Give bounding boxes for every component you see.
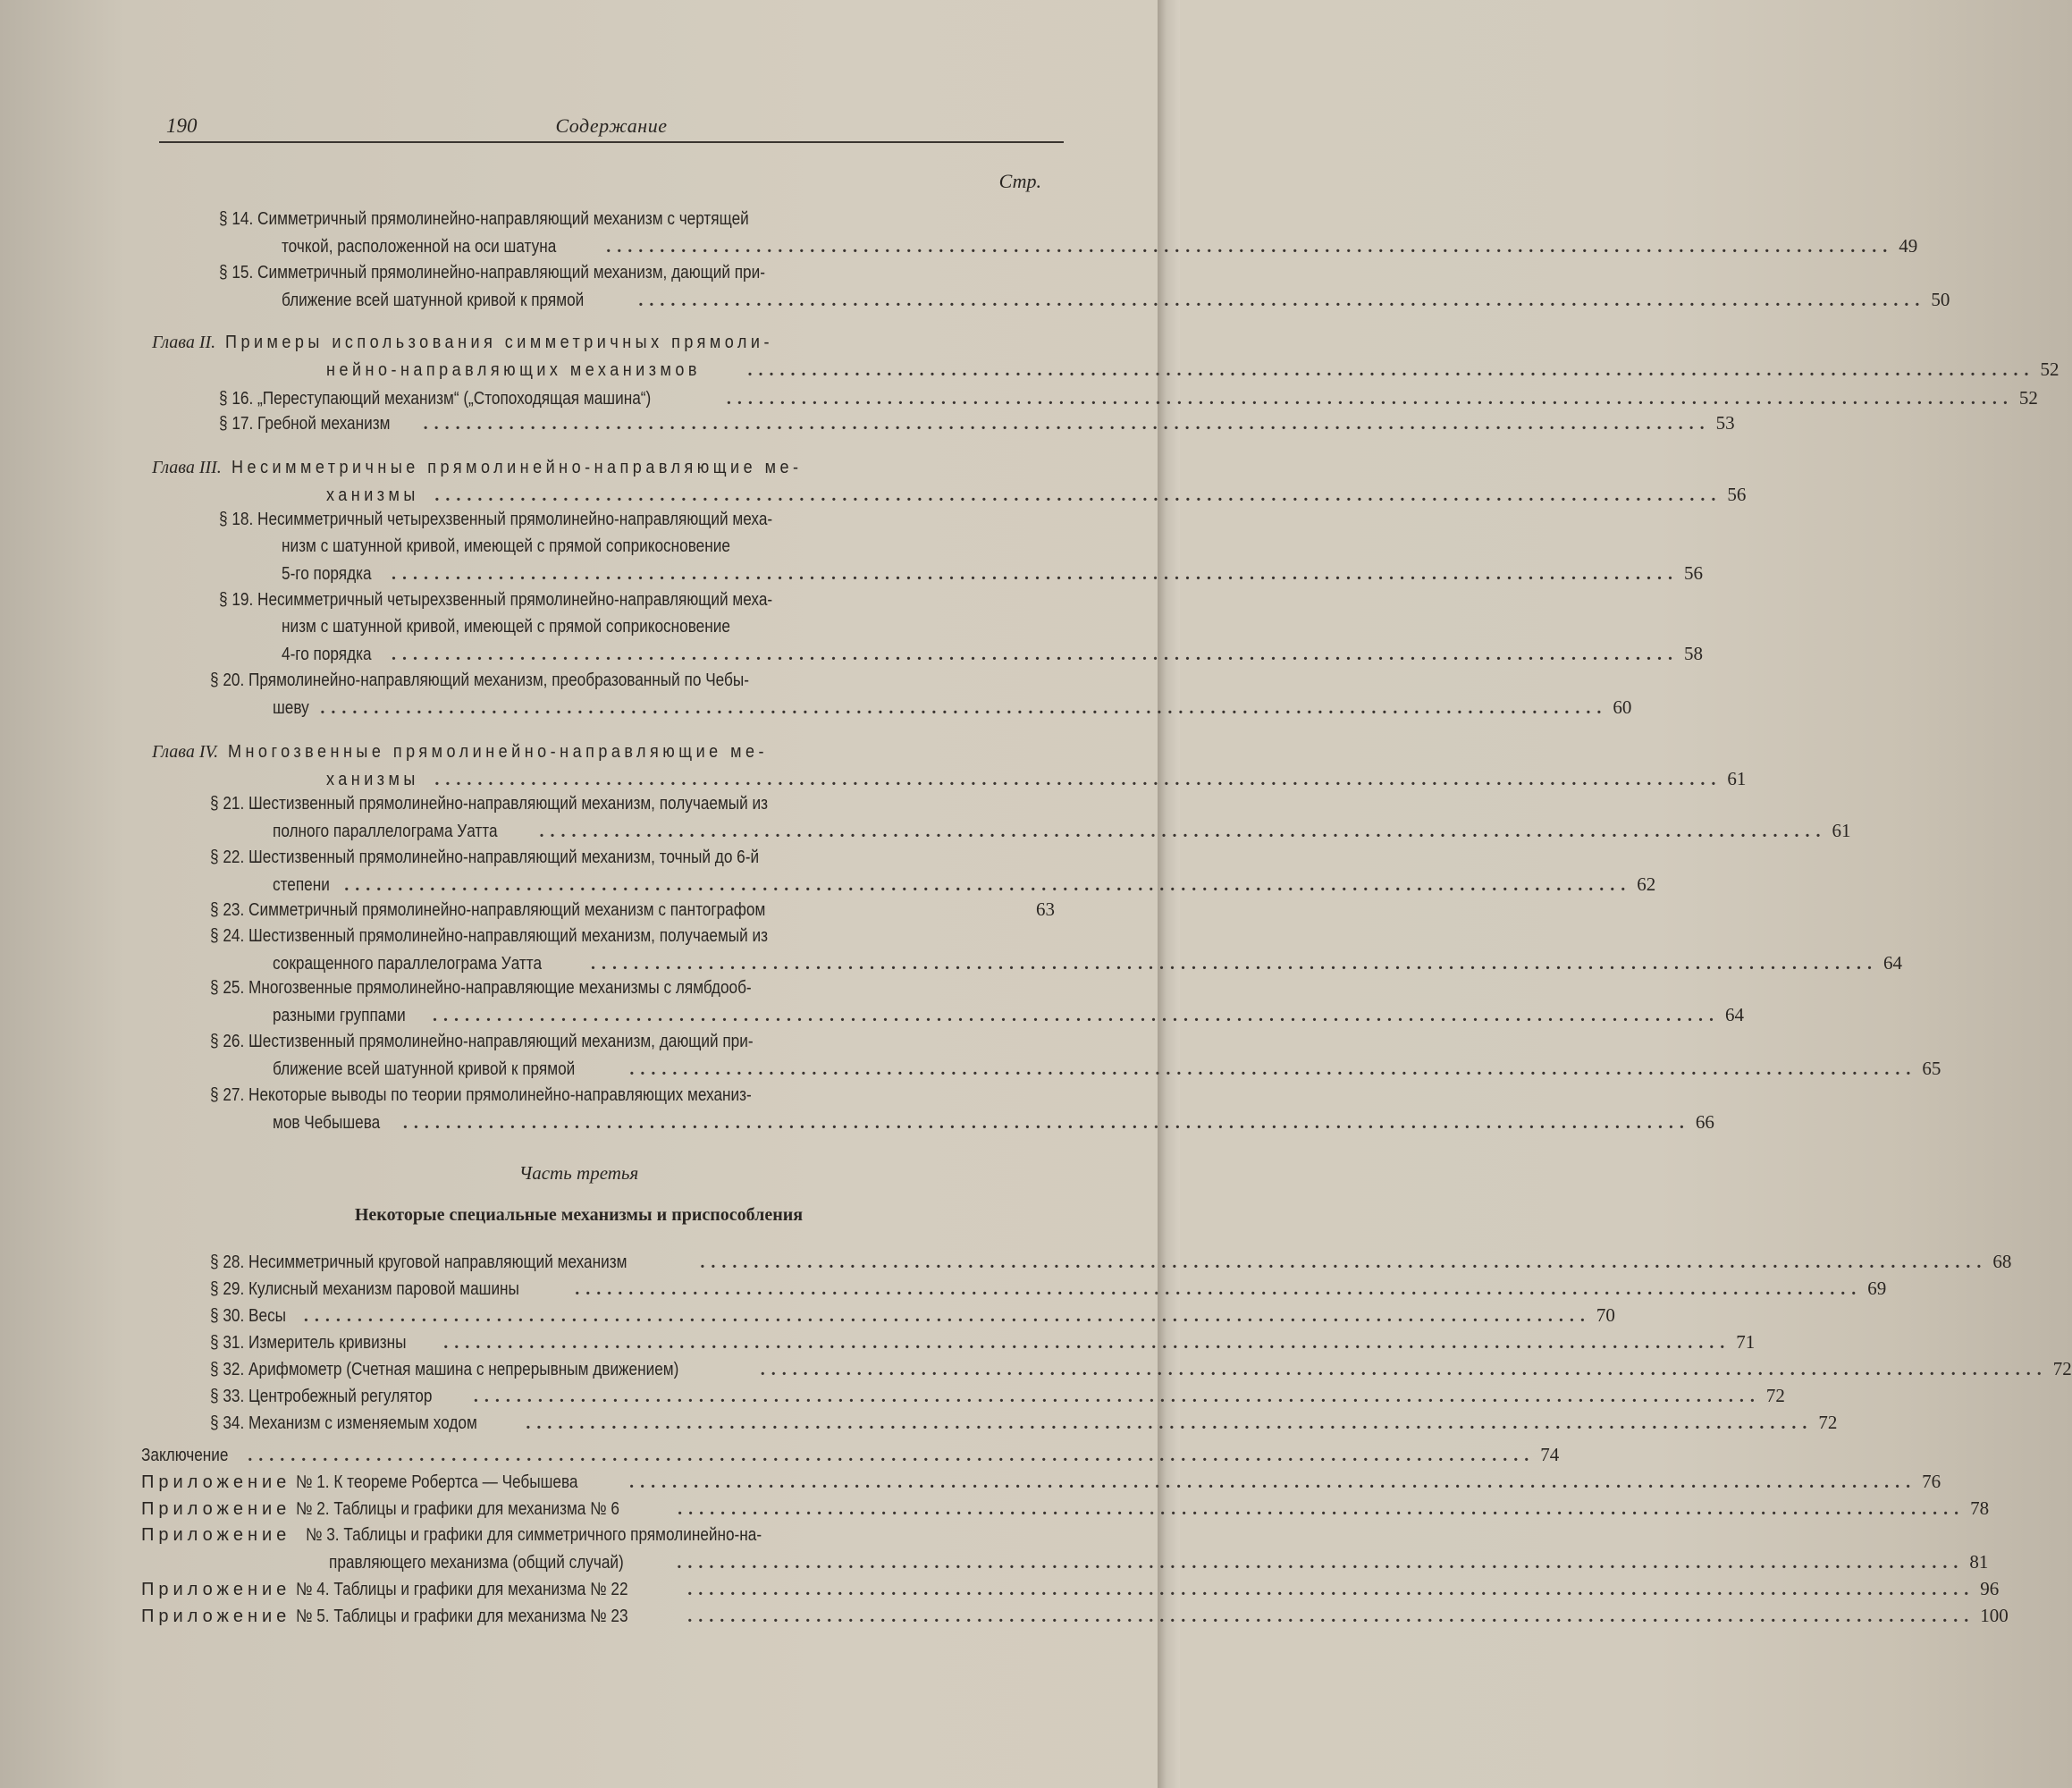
toc-line [219, 286, 1950, 313]
toc-text: § 17. Гребной механизм [219, 414, 391, 434]
toc-text: § 26. Шестизвенный прямолинейно-направляющий механизм, дающий при- [210, 1032, 754, 1051]
toc-page-number: 76 [1922, 1471, 1941, 1492]
toc-text: § 25. Многозвенные прямолинейно-направляющие механизмы с лямбдооб- [210, 978, 752, 998]
toc-page-number: 61 [1832, 820, 1851, 841]
toc-entry [210, 1302, 1615, 1328]
toc-page-number: 53 [1715, 412, 1735, 434]
toc-line [210, 1328, 1756, 1355]
toc-text: § 27. Некоторые выводы по теории прямолинейно-направляющих механиз- [210, 1085, 752, 1105]
dot-leader: ........................................................................................................................ [760, 1360, 2048, 1379]
dot-leader: ........................................................................................................................ [473, 1387, 1761, 1406]
page-column-header: Стр. [998, 170, 1041, 192]
toc-entry [219, 506, 1703, 586]
dot-leader: ........................................................................................................................ [433, 1006, 1720, 1025]
toc-text: шеву [273, 698, 309, 718]
dot-leader: ........................................................................................................................ [629, 1472, 1917, 1492]
toc-text: ближение всей шатунной кривой к прямой [282, 291, 585, 310]
dot-leader: ........................................................................................................................ [747, 360, 2035, 380]
toc-entry [210, 1382, 1785, 1409]
toc-text: § 33. Центробежный регулятор [210, 1387, 433, 1406]
toc-label: Глава II. [152, 333, 221, 352]
dot-leader: ........................................................................................................................ [526, 1413, 1814, 1433]
toc-text: § 18. Несимметричный четырехзвенный прямолинейно-направляющий меха- [219, 510, 773, 529]
toc-page-number: 68 [1992, 1251, 2012, 1272]
toc-page-number: 60 [1613, 696, 1632, 718]
toc-text: § 23. Симметричный прямолинейно-направляющий механизм с пантографом [210, 900, 766, 920]
toc-text: § 30. Весы [210, 1306, 287, 1326]
dot-leader: ........................................................................................................................ [248, 1446, 1536, 1465]
toc-entry [141, 1441, 1560, 1468]
toc-text: полного параллелограма Уатта [273, 822, 498, 841]
toc-page-number: 100 [1980, 1605, 2009, 1626]
toc-text: § 21. Шестизвенный прямолинейно-направляющий механизм, получаемый из [210, 794, 769, 814]
toc-line [210, 1409, 1838, 1436]
toc-entry [141, 1575, 2000, 1602]
toc-label: Приложение [141, 1525, 300, 1545]
toc-text: правляющего механизма (общий случай) [329, 1553, 624, 1573]
toc-label: Приложение [141, 1607, 291, 1626]
dot-leader: ........................................................................................................................ [678, 1499, 1966, 1519]
dot-leader: ........................................................................................................................ [434, 770, 1722, 789]
toc-text: § 14. Симметричный прямолинейно-направляющий механизм с чертящей [219, 209, 749, 229]
dot-leader: ........................................................................................................................ [303, 1306, 1591, 1326]
toc-line [210, 1248, 2012, 1275]
toc-page-number: 62 [1637, 873, 1656, 895]
toc-entry [141, 1602, 2009, 1629]
toc-line [210, 817, 1851, 844]
toc-text: точкой, расположенной на оси шатуна [282, 237, 557, 257]
toc-page-number: 64 [1725, 1004, 1744, 1025]
dot-leader: ........................................................................................................................ [677, 1553, 1965, 1573]
dot-leader: ........................................................................................................................ [687, 1580, 1975, 1599]
toc-text: 5-го порядка [282, 564, 372, 584]
toc-chapter [152, 738, 1747, 792]
toc-text: § 29. Кулисный механизм паровой машины [210, 1279, 519, 1299]
toc-line [219, 533, 1055, 560]
toc-line [152, 454, 1055, 481]
toc-page-number: 56 [1683, 562, 1703, 584]
toc-line [219, 506, 1055, 533]
toc-line [141, 1602, 2009, 1629]
toc-line [219, 384, 2038, 411]
toc-line [210, 1382, 1785, 1409]
toc-entry [219, 409, 1735, 436]
dot-leader: ........................................................................................................................ [423, 414, 1711, 434]
toc-text: § 16. „Переступающий механизм“ („Стопоходящая машина“) [219, 389, 652, 409]
toc-text: § 34. Механизм с изменяемым ходом [210, 1413, 477, 1433]
toc-line [210, 1275, 1887, 1302]
toc-line [152, 329, 1055, 356]
toc-line [141, 1468, 1941, 1495]
toc-line [210, 923, 1055, 949]
toc-line [152, 356, 2059, 383]
toc-line [219, 640, 1703, 667]
toc-line [219, 232, 1918, 259]
toc-line [219, 613, 1055, 640]
toc-text: § 19. Несимметричный четырехзвенный прямолинейно-направляющий меха- [219, 590, 773, 610]
toc-line [210, 1055, 1941, 1082]
toc-page-number: 50 [1931, 289, 1950, 310]
toc-entry [210, 923, 1903, 976]
toc-line [210, 667, 1055, 694]
toc-line [210, 844, 1055, 871]
toc-page-number: 81 [1969, 1551, 1989, 1573]
toc-page-number: 78 [1970, 1497, 1990, 1519]
toc-text: 4-го порядка [282, 645, 372, 664]
toc-text: № 3. Таблицы и графики для симметричного прямолинейно-на- [305, 1525, 762, 1545]
toc-entry [210, 1082, 1714, 1135]
toc-page-number: 70 [1596, 1304, 1615, 1326]
dot-leader: ........................................................................................................................ [539, 822, 1827, 841]
toc-entry [210, 1355, 2072, 1382]
toc-label: Глава III. [152, 458, 226, 477]
toc-entry [219, 586, 1703, 667]
toc-page-number: 49 [1899, 235, 1918, 257]
toc-text: ханизмы [326, 770, 419, 789]
toc-chapter [152, 454, 1747, 508]
toc-entry [219, 206, 1918, 259]
toc-text: мов Чебышева [273, 1113, 381, 1133]
toc-entry [210, 974, 1744, 1028]
toc-page-number: 52 [2018, 387, 2038, 409]
toc-line [210, 896, 1055, 923]
toc-chapter [152, 329, 2059, 383]
toc-line [210, 1001, 1744, 1028]
toc-page-number: 66 [1695, 1111, 1714, 1133]
toc-page-number: 56 [1727, 484, 1747, 505]
dot-leader: ........................................................................................................................ [434, 485, 1722, 505]
toc-text: № 2. Таблицы и графики для механизма № 6 [296, 1499, 620, 1519]
toc-page-number: 52 [2040, 358, 2059, 380]
toc-line [210, 871, 1656, 898]
part-subtitle: Некоторые специальные механизмы и приспособления [354, 1205, 804, 1225]
toc-entry [210, 790, 1851, 844]
dot-leader: ........................................................................................................................ [591, 954, 1879, 974]
toc-entry [141, 1495, 1990, 1522]
dot-leader: ........................................................................................................................ [629, 1059, 1917, 1079]
toc-text: § 28. Несимметричный круговой направляющий механизм [210, 1252, 627, 1272]
toc-page-number: 71 [1736, 1331, 1756, 1353]
toc-text: низм с шатунной кривой, имеющей с прямой соприкосновение [282, 617, 730, 637]
toc-page-number: 58 [1683, 643, 1703, 664]
toc-line [152, 765, 1747, 792]
running-head-title: Содержание [555, 114, 668, 137]
toc-text: № 1. К теореме Робертса — Чебышева [296, 1472, 578, 1492]
dot-leader: ........................................................................................................................ [320, 698, 1608, 718]
toc-line [141, 1548, 1989, 1575]
toc-line [210, 790, 1055, 817]
toc-entry [210, 1328, 1756, 1355]
toc-entry [210, 896, 1055, 923]
page-number: 190 [166, 114, 198, 137]
toc-text: Многозвенные прямолинейно-направляющие ме- [228, 742, 769, 762]
dot-leader: ........................................................................................................................ [575, 1279, 1863, 1299]
toc-text: Примеры использования симметричных прямоли- [225, 333, 774, 352]
toc-text: Несимметричные прямолинейно-направляющие ме- [231, 458, 803, 477]
toc-page-number: 61 [1727, 768, 1747, 789]
toc-entry [210, 1248, 2012, 1275]
toc-page-number: 63 [1036, 898, 1055, 920]
toc-text: § 24. Шестизвенный прямолинейно-направляющий механизм, получаемый из [210, 926, 769, 946]
toc-line [219, 206, 1055, 232]
toc-line [210, 1109, 1714, 1135]
toc-entry [210, 1409, 1838, 1436]
toc-text: § 31. Измеритель кривизны [210, 1333, 407, 1353]
toc-line [210, 1082, 1055, 1109]
toc-line [152, 738, 1055, 765]
toc-label: Приложение [141, 1580, 291, 1599]
dot-leader: ........................................................................................................................ [391, 564, 1679, 584]
toc-text: № 5. Таблицы и графики для механизма № 23 [296, 1607, 628, 1626]
toc-page-number: 72 [2052, 1358, 2072, 1379]
toc-entry [219, 259, 1950, 313]
toc-line [141, 1441, 1560, 1468]
toc-text: сокращенного параллелограма Уатта [273, 954, 543, 974]
dot-leader: ........................................................................................................................ [443, 1333, 1731, 1353]
toc-entry [210, 844, 1656, 898]
toc-page-number: 69 [1867, 1278, 1887, 1299]
toc-line [152, 481, 1747, 508]
toc-line [219, 259, 1055, 286]
toc-entry [210, 667, 1632, 721]
toc-text: ближение всей шатунной кривой к прямой [273, 1059, 576, 1079]
toc-line [210, 694, 1632, 721]
toc-line [219, 409, 1735, 436]
toc-text: степени [273, 875, 330, 895]
toc-entry [210, 1028, 1941, 1082]
dot-leader: ........................................................................................................................ [391, 645, 1679, 664]
toc-entry [141, 1468, 1941, 1495]
toc-entry [141, 1522, 1989, 1575]
toc-label: Глава IV. [152, 742, 223, 762]
toc-line [210, 949, 1903, 976]
toc-text: § 20. Прямолинейно-направляющий механизм, преобразованный по Чебы- [210, 670, 749, 690]
toc-line [219, 560, 1703, 586]
toc-line [210, 1028, 1055, 1055]
toc-text: § 22. Шестизвенный прямолинейно-направляющий механизм, точный до 6-й [210, 848, 760, 867]
toc-entry [210, 1275, 1887, 1302]
toc-label: Приложение [141, 1499, 291, 1519]
toc-page-number: 72 [1818, 1412, 1838, 1433]
toc-text: ханизмы [326, 485, 419, 505]
toc-page-number: 72 [1765, 1385, 1785, 1406]
dot-leader: ........................................................................................................................ [638, 291, 1926, 310]
dot-leader: ........................................................................................................................ [687, 1607, 1975, 1626]
toc-text: разными группами [273, 1006, 406, 1025]
toc-line [141, 1575, 2000, 1602]
toc-line [141, 1495, 1990, 1522]
toc-text: нейно-направляющих механизмов [326, 360, 701, 380]
toc-label: Приложение [141, 1472, 291, 1492]
dot-leader: ........................................................................................................................ [344, 875, 1632, 895]
toc-line [210, 974, 1055, 1001]
toc-text: низм с шатунной кривой, имеющей с прямой соприкосновение [282, 536, 730, 556]
toc-page-number: 96 [1980, 1578, 2000, 1599]
running-head [159, 105, 1064, 143]
toc-line [141, 1522, 1055, 1548]
toc-line [219, 586, 1055, 613]
dot-leader: ........................................................................................................................ [700, 1252, 1988, 1272]
toc-page-number: 74 [1540, 1444, 1560, 1465]
dot-leader: ........................................................................................................................ [726, 389, 2014, 409]
toc-text: § 32. Арифмометр (Счетная машина с непрерывным движением) [210, 1360, 679, 1379]
toc-text: § 15. Симметричный прямолинейно-направляющий механизм, дающий при- [219, 263, 765, 283]
toc-text: Заключение [141, 1446, 229, 1465]
dot-leader: ........................................................................................................................ [402, 1113, 1690, 1133]
part-title: Часть третья [518, 1162, 639, 1184]
toc-line [210, 1302, 1615, 1328]
dot-leader: ........................................................................................................................ [606, 237, 1894, 257]
toc-page-number: 65 [1922, 1058, 1941, 1079]
toc-entry [219, 384, 2038, 411]
toc-text: № 4. Таблицы и графики для механизма № 22 [296, 1580, 628, 1599]
toc-page-number: 64 [1883, 952, 1903, 974]
toc-line [210, 1355, 2072, 1382]
